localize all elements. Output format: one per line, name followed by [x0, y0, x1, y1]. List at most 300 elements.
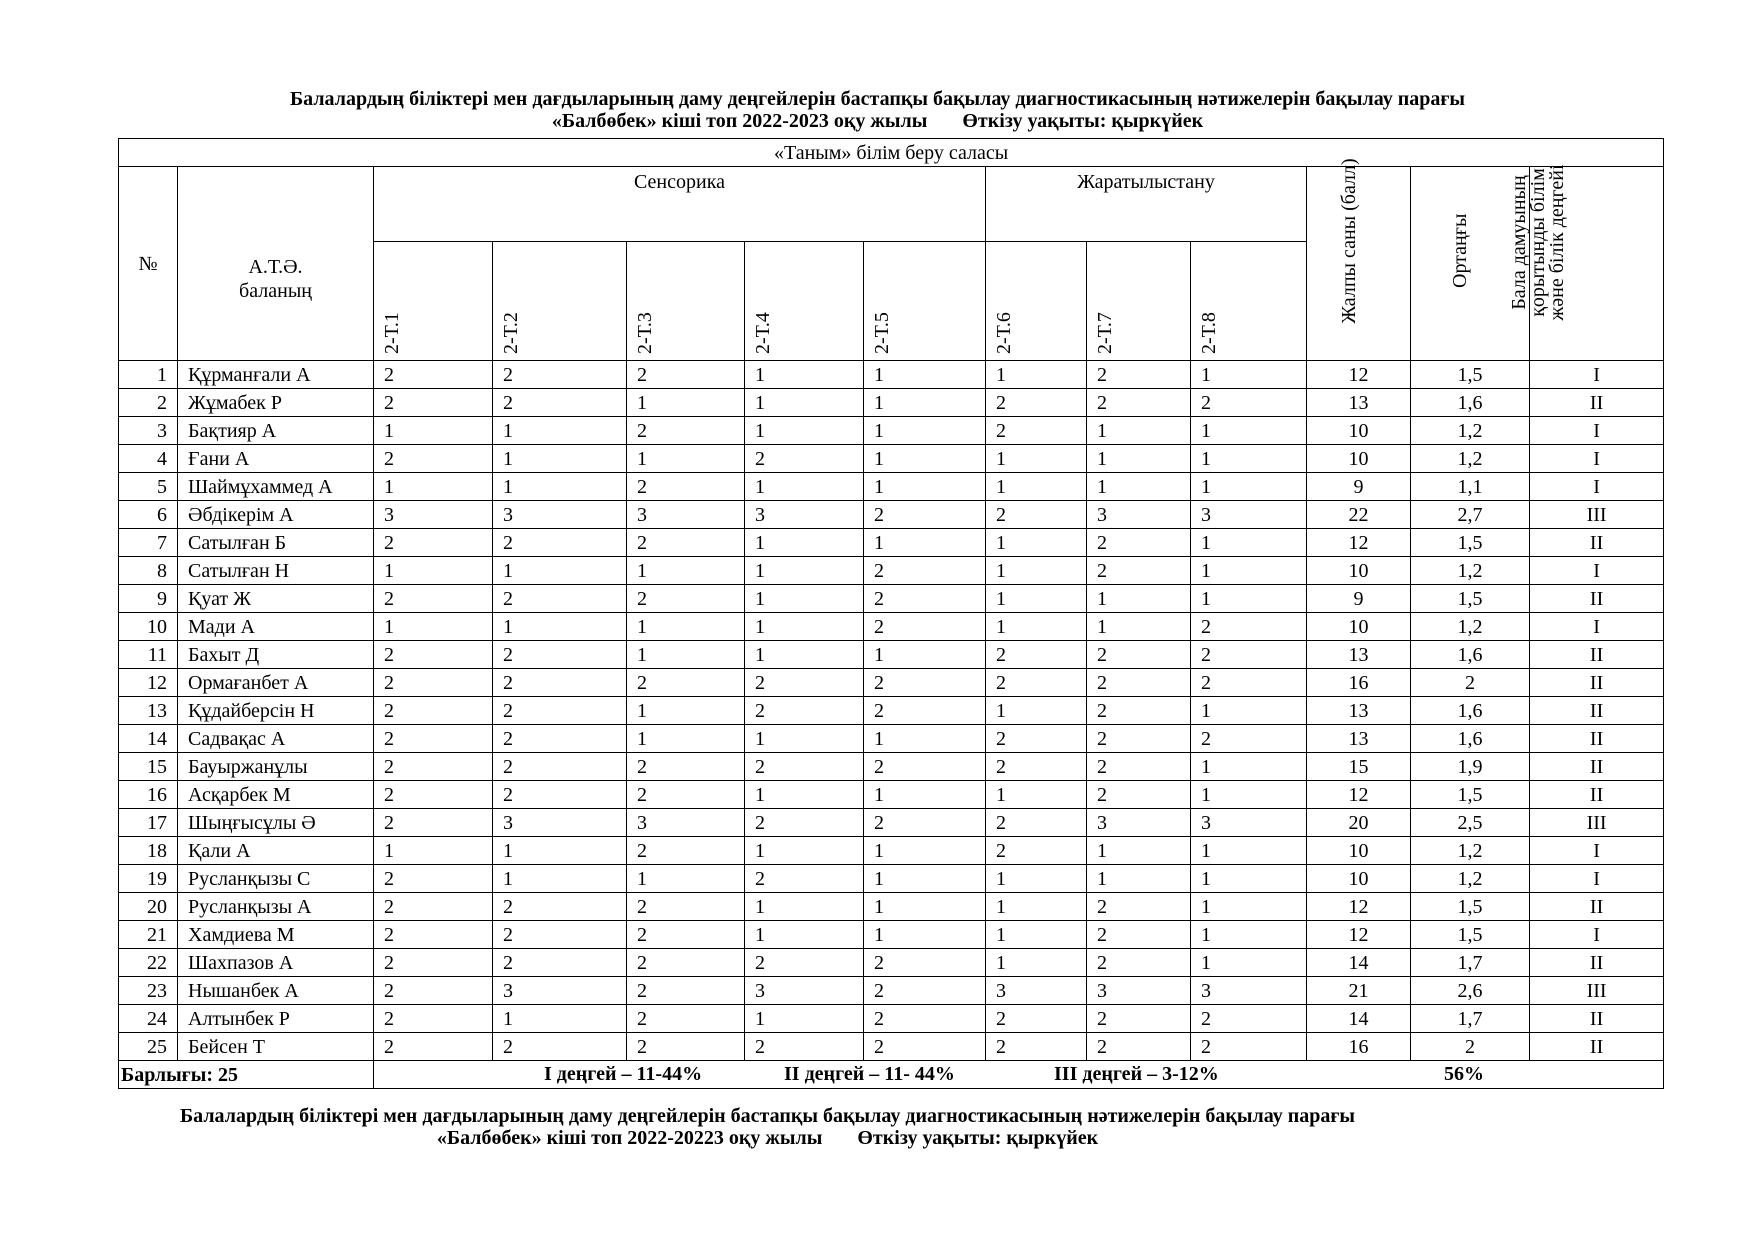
score-cell: 2 [374, 893, 493, 921]
score-cell: 1 [1191, 949, 1307, 977]
score-cell: 2 [374, 1005, 493, 1033]
score-cell: 2 [1087, 893, 1191, 921]
child-name: Шаймұхаммед А [178, 473, 374, 501]
score-cell: 1 [374, 557, 493, 585]
table-row [119, 837, 1664, 865]
average-score: 1,6 [1411, 697, 1530, 725]
level-header [1507, 164, 1664, 361]
score-cell: 1 [864, 389, 986, 417]
task-header-1 [374, 242, 493, 361]
score-cell: 3 [493, 977, 627, 1005]
total-score: 10 [1307, 865, 1411, 893]
development-level: II [1530, 389, 1664, 417]
score-cell: 2 [627, 893, 745, 921]
task-label: 2-Т.8 [1198, 312, 1220, 354]
title-line-2 [0, 110, 1755, 132]
score-cell: 3 [986, 977, 1087, 1005]
score-cell: 2 [1087, 781, 1191, 809]
total-score: 16 [1307, 1033, 1411, 1061]
score-cell: 2 [745, 865, 864, 893]
score-cell: 1 [864, 893, 986, 921]
score-cell: 2 [986, 753, 1087, 781]
score-cell: 1 [1191, 893, 1307, 921]
score-cell: 1 [493, 445, 627, 473]
level-1-summary: I деңгей – 11-44% [544, 1063, 703, 1085]
percent-summary: 56% [1444, 1063, 1484, 1085]
development-level: II [1530, 1005, 1664, 1033]
score-cell: 2 [1087, 697, 1191, 725]
task-header-8 [1191, 242, 1307, 361]
average-score: 1,6 [1411, 389, 1530, 417]
score-cell: 2 [864, 977, 986, 1005]
child-name: Бақтияр А [178, 417, 374, 445]
task-label: 2-Т.2 [500, 312, 522, 354]
child-name: Шыңғысұлы Ә [178, 809, 374, 837]
score-cell: 2 [864, 1005, 986, 1033]
score-cell: 1 [1087, 417, 1191, 445]
development-level: I [1530, 613, 1664, 641]
score-cell: 2 [864, 557, 986, 585]
row-number: 17 [119, 809, 178, 837]
score-cell: 3 [1087, 977, 1191, 1005]
child-name: Асқарбек М [178, 781, 374, 809]
score-cell: 2 [374, 641, 493, 669]
table-row [119, 585, 1664, 613]
assessment-table [118, 138, 1664, 1089]
child-name: Қали А [178, 837, 374, 865]
score-cell: 2 [627, 949, 745, 977]
total-score: 10 [1307, 837, 1411, 865]
score-cell: 2 [745, 445, 864, 473]
score-cell: 1 [1191, 361, 1307, 389]
average-score: 1,5 [1411, 361, 1530, 389]
score-cell: 1 [986, 697, 1087, 725]
score-cell: 2 [374, 781, 493, 809]
task-label: 2-Т.1 [381, 312, 403, 354]
score-cell: 1 [1191, 837, 1307, 865]
development-level: II [1530, 893, 1664, 921]
conduct-time: Өткізу уақыты: қыркүйек [962, 110, 1204, 132]
score-cell: 2 [493, 725, 627, 753]
score-cell: 2 [986, 501, 1087, 529]
score-cell: 1 [627, 557, 745, 585]
row-number: 3 [119, 417, 178, 445]
score-cell: 2 [1087, 753, 1191, 781]
score-cell: 1 [986, 585, 1087, 613]
row-number: 11 [119, 641, 178, 669]
task-header-7 [1087, 242, 1191, 361]
score-cell: 1 [864, 361, 986, 389]
score-cell: 2 [493, 669, 627, 697]
score-cell: 2 [374, 389, 493, 417]
total-header [1307, 158, 1411, 361]
average-score: 1,5 [1411, 585, 1530, 613]
score-cell: 2 [864, 585, 986, 613]
total-score: 10 [1307, 445, 1411, 473]
score-cell: 2 [1191, 725, 1307, 753]
score-cell: 2 [627, 977, 745, 1005]
average-score: 1,5 [1411, 893, 1530, 921]
score-cell: 2 [627, 753, 745, 781]
group-year: «Балбөбек» кіші топ 2022-20223 оқу жылы [436, 1127, 823, 1149]
score-cell: 2 [1087, 529, 1191, 557]
row-number: 18 [119, 837, 178, 865]
score-cell: 1 [864, 445, 986, 473]
score-cell: 1 [1087, 613, 1191, 641]
score-cell: 1 [986, 893, 1087, 921]
group-sensorika: Сенсорика [374, 167, 986, 242]
score-cell: 2 [493, 697, 627, 725]
score-cell: 1 [986, 781, 1087, 809]
score-cell: 2 [986, 725, 1087, 753]
child-name: Нышанбек А [178, 977, 374, 1005]
group-header-row [119, 167, 1664, 242]
score-cell: 2 [986, 1005, 1087, 1033]
table-row [119, 669, 1664, 697]
score-cell: 2 [627, 417, 745, 445]
group-year: «Балбөбек» кіші топ 2022-2023 оқу жылы [551, 110, 928, 132]
score-cell: 2 [374, 809, 493, 837]
score-cell: 2 [864, 753, 986, 781]
score-cell: 2 [1087, 389, 1191, 417]
average-score: 1,2 [1411, 837, 1530, 865]
score-cell: 1 [864, 417, 986, 445]
score-cell: 1 [1191, 921, 1307, 949]
child-name: Ғани А [178, 445, 374, 473]
score-cell: 2 [493, 893, 627, 921]
development-level: II [1530, 669, 1664, 697]
table-row [119, 949, 1664, 977]
education-area: «Таным» білім беру саласы [119, 139, 1664, 167]
score-cell: 1 [864, 473, 986, 501]
score-cell: 1 [745, 585, 864, 613]
table-row [119, 893, 1664, 921]
total-score: 14 [1307, 1005, 1411, 1033]
task-label: 2-Т.5 [871, 312, 893, 354]
score-cell: 1 [986, 557, 1087, 585]
score-cell: 3 [1191, 977, 1307, 1005]
score-cell: 1 [864, 921, 986, 949]
score-cell: 1 [745, 557, 864, 585]
total-score: 13 [1307, 725, 1411, 753]
score-cell: 2 [1191, 613, 1307, 641]
score-cell: 2 [374, 697, 493, 725]
score-cell: 2 [1087, 1033, 1191, 1061]
row-number: 13 [119, 697, 178, 725]
level-3-summary: III деңгей – 3-12% [1054, 1063, 1219, 1085]
total-score: 20 [1307, 809, 1411, 837]
score-cell: 1 [745, 641, 864, 669]
score-cell: 1 [986, 361, 1087, 389]
number-header [119, 167, 178, 361]
development-level: III [1530, 501, 1664, 529]
score-cell: 1 [1191, 753, 1307, 781]
average-header-label: Ортаңғы [1449, 213, 1471, 288]
development-level: II [1530, 753, 1664, 781]
score-cell: 1 [627, 641, 745, 669]
task-label: 2-Т.7 [1094, 312, 1116, 354]
score-cell: 1 [986, 949, 1087, 977]
score-cell: 1 [374, 837, 493, 865]
score-cell: 1 [864, 725, 986, 753]
table-row [119, 809, 1664, 837]
score-cell: 2 [986, 641, 1087, 669]
child-name: Ормағанбет А [178, 669, 374, 697]
score-cell: 2 [1191, 1033, 1307, 1061]
total-score: 9 [1307, 473, 1411, 501]
summary-row [119, 1061, 1664, 1089]
average-score: 1,5 [1411, 921, 1530, 949]
score-cell: 1 [1191, 781, 1307, 809]
score-cell: 1 [864, 781, 986, 809]
child-name: Садвақас А [178, 725, 374, 753]
row-number: 16 [119, 781, 178, 809]
score-cell: 1 [493, 837, 627, 865]
development-level: I [1530, 865, 1664, 893]
score-cell: 2 [627, 585, 745, 613]
total-score: 12 [1307, 781, 1411, 809]
score-cell: 1 [493, 473, 627, 501]
task-label: 2-Т.4 [752, 312, 774, 354]
score-cell: 2 [986, 809, 1087, 837]
score-cell: 2 [374, 949, 493, 977]
average-score: 1,1 [1411, 473, 1530, 501]
score-cell: 1 [1191, 585, 1307, 613]
child-rows [119, 361, 1664, 1061]
row-number: 14 [119, 725, 178, 753]
task-header-3 [627, 242, 745, 361]
table-row [119, 613, 1664, 641]
score-cell: 1 [374, 473, 493, 501]
score-cell: 2 [864, 697, 986, 725]
score-cell: 2 [493, 529, 627, 557]
score-cell: 2 [745, 1033, 864, 1061]
score-cell: 2 [627, 669, 745, 697]
row-number: 22 [119, 949, 178, 977]
score-cell: 2 [374, 585, 493, 613]
score-cell: 1 [627, 697, 745, 725]
child-name: Жұмабек Р [178, 389, 374, 417]
development-level: I [1530, 445, 1664, 473]
score-cell: 1 [1191, 529, 1307, 557]
total-score: 13 [1307, 641, 1411, 669]
score-cell: 2 [986, 837, 1087, 865]
total-header-label: Жалпы саны (балл) [1337, 158, 1360, 324]
score-cell: 2 [627, 1005, 745, 1033]
score-cell: 2 [745, 697, 864, 725]
row-number: 2 [119, 389, 178, 417]
total-score: 21 [1307, 977, 1411, 1005]
score-cell: 2 [493, 361, 627, 389]
table-row [119, 557, 1664, 585]
name-header-label: А.Т.Ә. баланың [239, 255, 312, 302]
score-cell: 2 [864, 809, 986, 837]
score-cell: 3 [1191, 809, 1307, 837]
score-cell: 1 [1087, 445, 1191, 473]
development-level: I [1530, 837, 1664, 865]
table-row [119, 417, 1664, 445]
table-row [119, 781, 1664, 809]
table-row [119, 501, 1664, 529]
score-cell: 2 [374, 529, 493, 557]
score-cell: 1 [745, 837, 864, 865]
task-header-2 [493, 242, 627, 361]
title-line-2 [0, 1127, 1645, 1149]
development-level: II [1530, 697, 1664, 725]
total-score: 9 [1307, 585, 1411, 613]
group-zharatylystanu: Жаратылыстану [986, 167, 1307, 242]
average-score: 2,6 [1411, 977, 1530, 1005]
child-name: Алтынбек Р [178, 1005, 374, 1033]
score-cell: 1 [864, 529, 986, 557]
score-cell: 2 [627, 1033, 745, 1061]
score-cell: 3 [493, 809, 627, 837]
score-cell: 3 [1087, 501, 1191, 529]
score-cell: 2 [374, 753, 493, 781]
development-level: II [1530, 725, 1664, 753]
score-cell: 1 [493, 613, 627, 641]
average-score: 2 [1411, 1033, 1530, 1061]
table-row [119, 977, 1664, 1005]
score-cell: 2 [1191, 1005, 1307, 1033]
number-header-label: № [138, 253, 158, 275]
score-cell: 2 [1087, 1005, 1191, 1033]
development-level: III [1530, 809, 1664, 837]
score-cell: 1 [1191, 557, 1307, 585]
score-cell: 2 [745, 753, 864, 781]
level-header-label: Бала дамуының қорытынды білім және білік деңгейі [1507, 164, 1568, 321]
score-cell: 1 [986, 865, 1087, 893]
score-cell: 2 [493, 1033, 627, 1061]
score-cell: 2 [374, 669, 493, 697]
child-name: Бахыт Д [178, 641, 374, 669]
score-cell: 2 [986, 389, 1087, 417]
child-name: Шахпазов А [178, 949, 374, 977]
average-score: 1,2 [1411, 417, 1530, 445]
average-score: 2,7 [1411, 501, 1530, 529]
score-cell: 1 [1191, 865, 1307, 893]
development-level: I [1530, 921, 1664, 949]
development-level: II [1530, 641, 1664, 669]
task-label: 2-Т.3 [634, 312, 656, 354]
score-cell: 2 [986, 1033, 1087, 1061]
summary-levels [374, 1061, 1664, 1089]
total-score: 10 [1307, 557, 1411, 585]
development-level: I [1530, 557, 1664, 585]
task-header-6 [986, 242, 1087, 361]
average-score: 1,2 [1411, 557, 1530, 585]
child-name: Құдайберсін Н [178, 697, 374, 725]
score-cell: 1 [986, 529, 1087, 557]
score-cell: 2 [1087, 921, 1191, 949]
table-row [119, 529, 1664, 557]
score-cell: 2 [745, 809, 864, 837]
row-number: 1 [119, 361, 178, 389]
average-score: 1,2 [1411, 445, 1530, 473]
score-cell: 3 [745, 977, 864, 1005]
score-cell: 1 [627, 865, 745, 893]
row-number: 7 [119, 529, 178, 557]
total-score: 12 [1307, 529, 1411, 557]
average-score: 1,2 [1411, 613, 1530, 641]
table-row [119, 865, 1664, 893]
score-cell: 1 [1191, 473, 1307, 501]
score-cell: 1 [864, 837, 986, 865]
row-number: 12 [119, 669, 178, 697]
score-cell: 3 [627, 809, 745, 837]
score-cell: 1 [627, 389, 745, 417]
summary-label: Барлығы: 25 [119, 1061, 374, 1089]
row-number: 21 [119, 921, 178, 949]
development-level: I [1530, 417, 1664, 445]
development-level: I [1530, 361, 1664, 389]
average-score: 2,5 [1411, 809, 1530, 837]
development-level: II [1530, 949, 1664, 977]
sheet-title-bottom [0, 1105, 1645, 1149]
score-cell: 3 [493, 501, 627, 529]
score-cell: 1 [864, 865, 986, 893]
score-cell: 2 [493, 781, 627, 809]
score-cell: 1 [1087, 865, 1191, 893]
average-score: 1,7 [1411, 949, 1530, 977]
score-cell: 3 [1087, 809, 1191, 837]
total-score: 13 [1307, 389, 1411, 417]
average-score: 1,5 [1411, 781, 1530, 809]
score-cell: 2 [627, 921, 745, 949]
table-row [119, 921, 1664, 949]
score-cell: 1 [493, 865, 627, 893]
score-cell: 1 [1191, 697, 1307, 725]
row-number: 8 [119, 557, 178, 585]
score-cell: 1 [1087, 585, 1191, 613]
score-cell: 3 [745, 501, 864, 529]
score-cell: 2 [627, 361, 745, 389]
score-cell: 1 [745, 921, 864, 949]
score-cell: 1 [493, 557, 627, 585]
child-name: Хамдиева М [178, 921, 374, 949]
score-cell: 2 [374, 725, 493, 753]
total-score: 12 [1307, 921, 1411, 949]
development-level: II [1530, 781, 1664, 809]
score-cell: 2 [1087, 669, 1191, 697]
table-row [119, 1033, 1664, 1061]
child-name: Мади А [178, 613, 374, 641]
score-cell: 2 [374, 361, 493, 389]
score-cell: 2 [986, 417, 1087, 445]
development-level: II [1530, 529, 1664, 557]
row-number: 5 [119, 473, 178, 501]
score-cell: 2 [864, 1033, 986, 1061]
score-cell: 2 [493, 585, 627, 613]
score-cell: 1 [1087, 837, 1191, 865]
task-header-4 [745, 242, 864, 361]
score-cell: 2 [627, 473, 745, 501]
score-cell: 1 [1087, 473, 1191, 501]
score-cell: 1 [627, 445, 745, 473]
child-name: Әбдікерім А [178, 501, 374, 529]
score-cell: 1 [745, 893, 864, 921]
child-name: Қуат Ж [178, 585, 374, 613]
sheet-title-top [0, 88, 1755, 132]
score-cell: 2 [374, 1033, 493, 1061]
score-cell: 2 [1087, 949, 1191, 977]
row-number: 15 [119, 753, 178, 781]
child-name: Сатылған Б [178, 529, 374, 557]
score-cell: 2 [1191, 669, 1307, 697]
score-cell: 2 [1191, 641, 1307, 669]
table-row [119, 697, 1664, 725]
score-cell: 2 [493, 921, 627, 949]
